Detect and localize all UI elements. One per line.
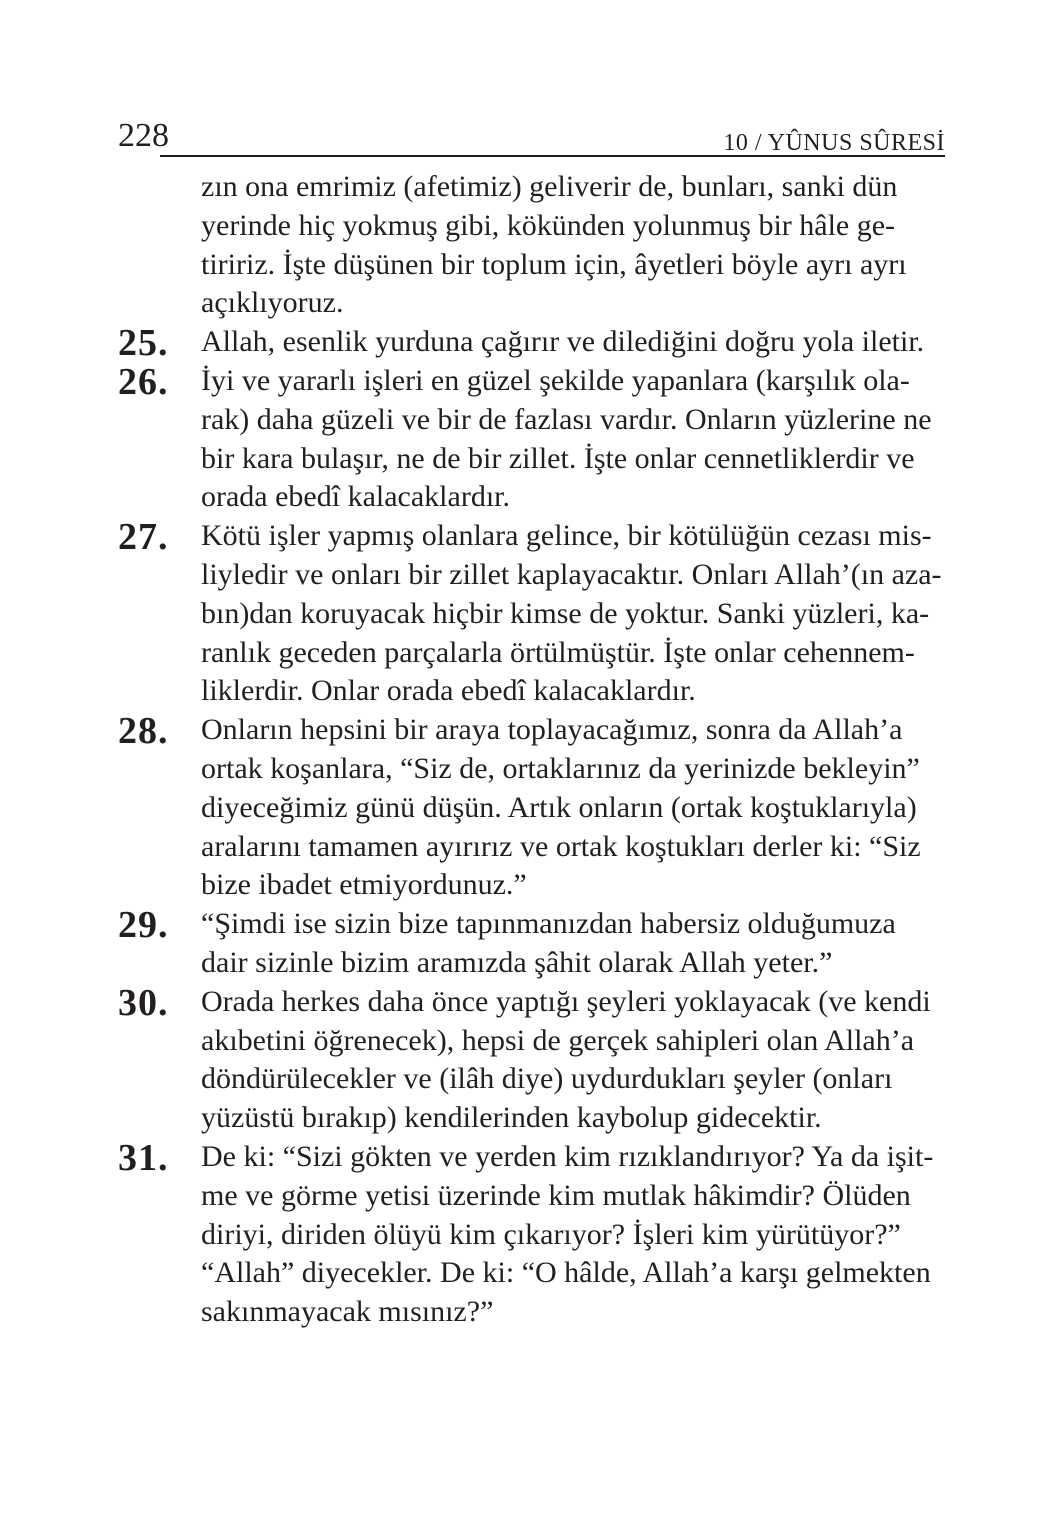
- verse-28: [118, 711, 945, 905]
- text-line: aralarını tamamen ayırırız ve ortak koştukları derler ki: “Siz: [201, 829, 921, 863]
- verse-number: 29.: [118, 904, 169, 947]
- text-line: sakınmayacak mısınız?”: [201, 1295, 494, 1329]
- text-line: Kötü işler yapmış olanlara gelince, bir kötülüğün cezası mis-: [201, 519, 932, 553]
- text-line: zın ona emrimiz (afetimiz) geliverir de, bunları, sanki dün: [201, 170, 898, 203]
- verse-number: 31.: [118, 1136, 169, 1179]
- text-line: Orada herkes daha önce yaptığı şeyleri yoklayacak (ve kendi: [201, 984, 931, 1018]
- page-number: 228: [118, 117, 169, 154]
- verse-number: 25.: [118, 322, 169, 365]
- running-head: 10 / YÛNUS SÛRESİ: [723, 130, 945, 156]
- text-line: liyledir ve onları bir zillet kaplayacaktır. Onları Allah’(ın aza-: [201, 557, 942, 591]
- verse-number: 28.: [118, 710, 169, 753]
- text-line: bın)dan koruyacak hiçbir kimse de yoktur. Sanki yüzleri, ka-: [201, 596, 930, 630]
- text-line: yüzüstü bırakıp) kendilerinden kaybolup gidecektir.: [201, 1101, 822, 1135]
- header-rule: [160, 155, 945, 157]
- verse-27: [118, 517, 945, 711]
- text-line: ortak koşanlara, “Siz de, ortaklarınız da yerinizde bekleyin”: [201, 751, 920, 785]
- text-line: yerinde hiç yokmuş gibi, kökünden yolunmuş bir hâle ge-: [201, 208, 896, 242]
- text-line: bir kara bulaşır, ne de bir zillet. İşte onlar cennetliklerdir ve: [201, 441, 915, 475]
- text-line: diyeceğimiz günü düşün. Artık onların (ortak koştuklarıyla): [201, 790, 917, 824]
- text-line: tiririz. İşte düşünen bir toplum için, âyetleri böyle ayrı ayrı: [201, 247, 907, 281]
- continuation-paragraph: [118, 168, 945, 323]
- body-text: [118, 168, 945, 1332]
- text-line: me ve görme yetisi üzerinde kim mutlak hâkimdir? Ölüden: [201, 1178, 911, 1212]
- text-line: diriyi, diriden ölüyü kim çıkarıyor? İşleri kim yürütüyor?”: [201, 1217, 901, 1251]
- text-line: İyi ve yararlı işleri en güzel şekilde yapanlara (karşılık ola-: [201, 363, 910, 397]
- verse-number: 27.: [118, 516, 169, 559]
- text-line: Onların hepsini bir araya toplayacağımız, sonra da Allah’a: [201, 713, 903, 747]
- text-line: açıklıyoruz.: [201, 286, 344, 320]
- text-line: De ki: “Sizi gökten ve yerden kim rızıklandırıyor? Ya da işit-: [201, 1139, 934, 1173]
- text-line: akıbetini öğrenecek), hepsi de gerçek sahipleri olan Allah’a: [201, 1023, 915, 1057]
- text-line: liklerdir. Onlar orada ebedî kalacaklardır.: [201, 674, 696, 708]
- text-line: dair sizinle bizim aramızda şâhit olarak Allah yeter.”: [201, 945, 833, 979]
- verse-31: [118, 1138, 945, 1332]
- verse-29: [118, 905, 945, 983]
- verse-26: [118, 362, 945, 517]
- verse-30: [118, 983, 945, 1138]
- verse-number: 26.: [118, 360, 169, 403]
- text-line: Allah, esenlik yurduna çağırır ve dilediğini doğru yola iletir.: [201, 325, 925, 359]
- text-line: bize ibadet etmiyordunuz.”: [201, 868, 527, 902]
- verse-25: [118, 322, 945, 365]
- text-line: ranlık geceden parçalarla örtülmüştür. İşte onlar cehennem-: [201, 635, 915, 669]
- text-line: rak) daha güzeli ve bir de fazlası vardır. Onların yüzlerine ne: [201, 402, 932, 436]
- text-line: orada ebedî kalacaklardır.: [201, 480, 510, 514]
- verse-number: 30.: [118, 981, 169, 1024]
- text-line: “Şimdi ise sizin bize tapınmanızdan habersiz olduğumuza: [201, 907, 896, 941]
- text-line: döndürülecekler ve (ilâh diye) uydurdukları şeyler (onları: [201, 1062, 893, 1096]
- text-line: “Allah” diyecekler. De ki: “O hâlde, Allah’a karşı gelmekten: [201, 1256, 931, 1290]
